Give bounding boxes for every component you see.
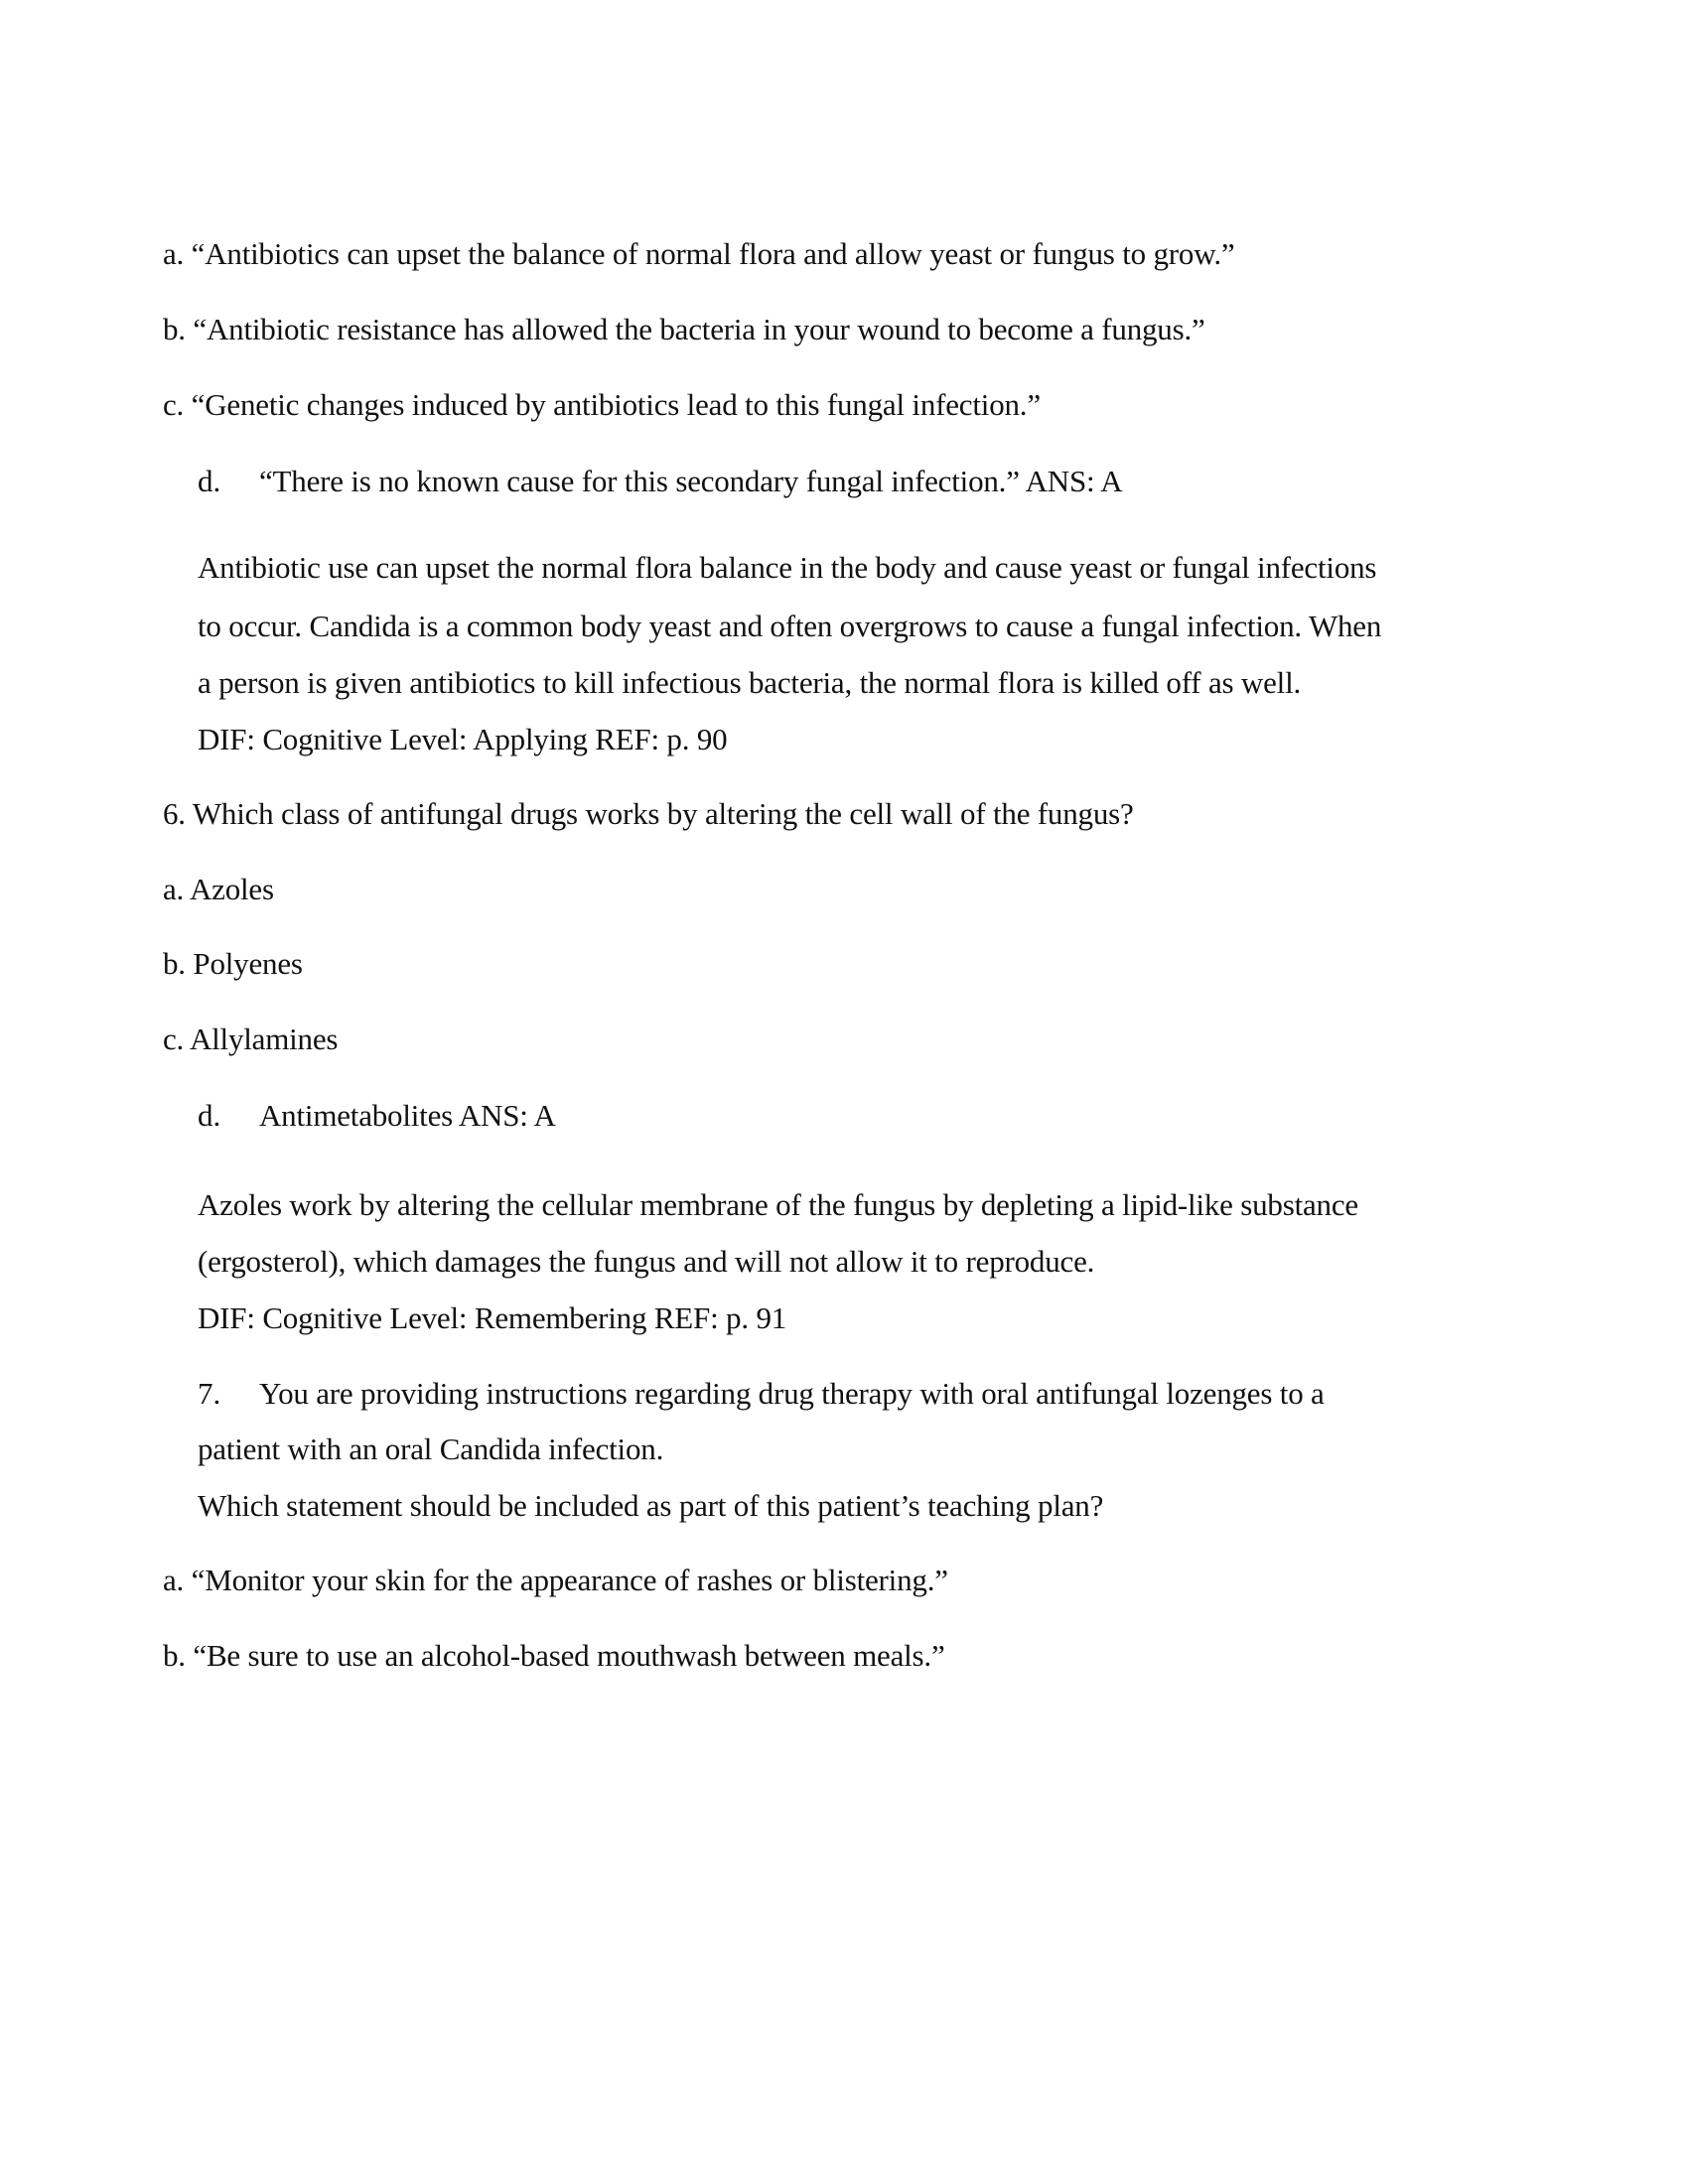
q5-rationale-1: Antibiotic use can upset the normal flora balance in the body and cause yeast or fungal infections [198, 550, 1377, 585]
q6-option-d-label: d. [198, 1098, 221, 1133]
q5-dif-ref: DIF: Cognitive Level: Applying REF: p. 90 [198, 722, 728, 756]
q7-question-1: You are providing instructions regarding drug therapy with oral antifungal lozenges to a [259, 1376, 1325, 1411]
q6-rationale-2: (ergosterol), which damages the fungus and will not allow it to reproduce. [198, 1244, 1095, 1279]
q5-option-d-label: d. [198, 464, 221, 498]
q6-option-d: Antimetabolites ANS: A [259, 1098, 556, 1133]
q6-option-b: b. Polyenes [163, 946, 303, 981]
q5-option-c: c. “Genetic changes induced by antibiotics lead to this fungal infection.” [163, 387, 1041, 422]
q5-option-b: b. “Antibiotic resistance has allowed the bacteria in your wound to become a fungus.” [163, 312, 1205, 346]
q7-option-a: a. “Monitor your skin for the appearance of rashes or blistering.” [163, 1563, 948, 1597]
q6-option-c: c. Allylamines [163, 1022, 339, 1056]
q6-dif-ref: DIF: Cognitive Level: Remembering REF: p. 91 [198, 1300, 787, 1335]
q6-question: 6. Which class of antifungal drugs works by altering the cell wall of the fungus? [163, 796, 1134, 831]
q5-rationale-2: to occur. Candida is a common body yeast and often overgrows to cause a fungal infection. When [198, 609, 1382, 643]
q5-option-d: “There is no known cause for this secondary fungal infection.” ANS: A [259, 464, 1123, 498]
q7-question-2: patient with an oral Candida infection. [198, 1432, 664, 1466]
q6-option-a: a. Azoles [163, 872, 274, 906]
q7-option-b: b. “Be sure to use an alcohol-based mouthwash between meals.” [163, 1638, 945, 1673]
q7-number: 7. [198, 1376, 221, 1411]
q5-rationale-3: a person is given antibiotics to kill infectious bacteria, the normal flora is killed off as well. [198, 665, 1302, 700]
q5-option-a: a. “Antibiotics can upset the balance of normal flora and allow yeast or fungus to grow.” [163, 236, 1235, 271]
q6-rationale-1: Azoles work by altering the cellular membrane of the fungus by depleting a lipid-like substance [198, 1187, 1358, 1222]
q7-question-3: Which statement should be included as part of this patient’s teaching plan? [198, 1488, 1104, 1523]
